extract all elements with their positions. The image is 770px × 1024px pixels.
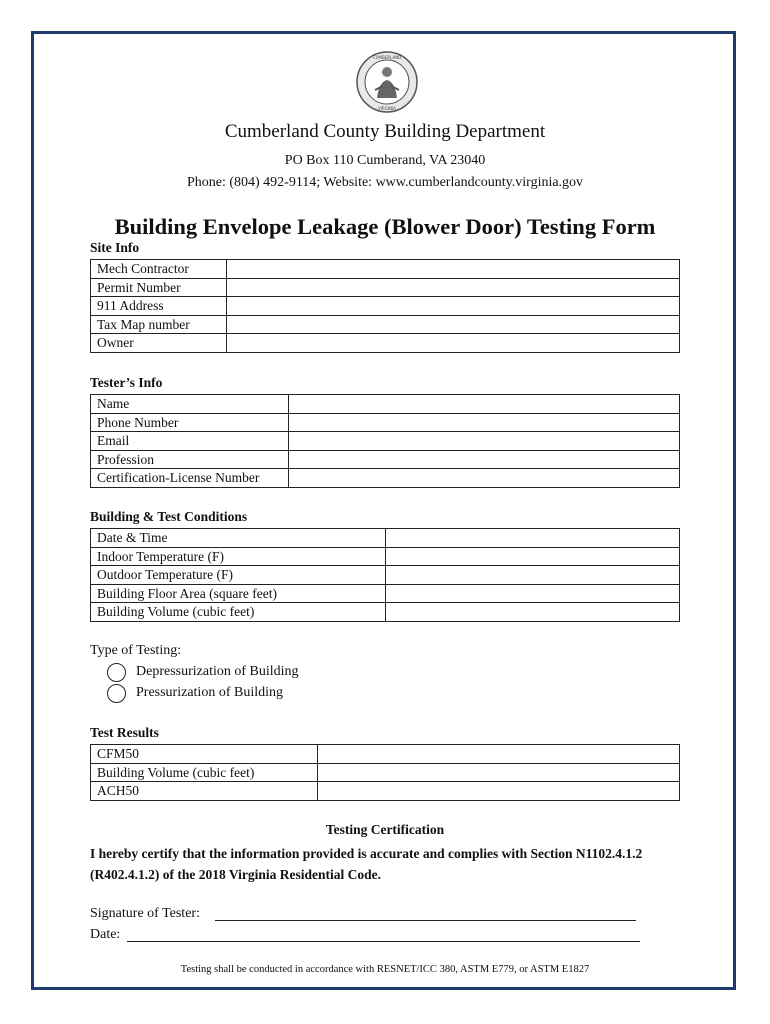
site-info-heading: Site Info <box>90 240 140 255</box>
date-field[interactable] <box>127 941 640 942</box>
mech-contractor-field[interactable] <box>227 260 680 279</box>
date-time-field[interactable] <box>386 529 680 548</box>
site-info-table <box>90 259 680 353</box>
field-label: Name <box>91 395 289 414</box>
testing-type-label: Type of Testing: <box>90 643 182 658</box>
table-row <box>91 566 680 585</box>
date-label: Date: <box>90 927 121 942</box>
field-label: Indoor Temperature (F) <box>91 547 386 566</box>
permit-number-field[interactable] <box>227 278 680 297</box>
county-seal-icon <box>355 50 419 114</box>
field-label: Phone Number <box>91 413 289 432</box>
depressurization-label: Depressurization of Building <box>136 664 299 679</box>
field-label: ACH50 <box>91 782 318 801</box>
field-label: Tax Map number <box>91 315 227 334</box>
signature-label: Signature of Tester: <box>90 906 200 921</box>
owner-field[interactable] <box>227 334 680 353</box>
table-row <box>91 432 680 451</box>
table-row <box>91 547 680 566</box>
results-heading: Test Results <box>90 725 159 740</box>
table-row <box>91 334 680 353</box>
table-row <box>91 413 680 432</box>
results-table <box>90 744 680 801</box>
tester-license-field[interactable] <box>289 469 680 488</box>
results-volume-field[interactable] <box>318 763 680 782</box>
tester-name-field[interactable] <box>289 395 680 414</box>
conditions-table <box>90 528 680 622</box>
field-label: Permit Number <box>91 278 227 297</box>
certification-heading: Testing Certification <box>325 822 445 837</box>
table-row <box>91 395 680 414</box>
indoor-temp-field[interactable] <box>386 547 680 566</box>
ach50-field[interactable] <box>318 782 680 801</box>
pressurization-radio[interactable] <box>107 684 126 703</box>
tester-info-heading: Tester’s Info <box>90 375 163 390</box>
pressurization-label: Pressurization of Building <box>136 685 283 700</box>
department-contact: Phone: (804) 492-9114; Website: www.cumberlandcounty.virginia.gov <box>186 175 584 190</box>
cfm50-field[interactable] <box>318 745 680 764</box>
table-row <box>91 745 680 764</box>
signature-field[interactable] <box>215 920 636 921</box>
department-address: PO Box 110 Cumberand, VA 23040 <box>284 153 486 168</box>
footer-note: Testing shall be conducted in accordance with RESNET/ICC 380, ASTM E779, or ASTM E1827 <box>180 964 590 975</box>
field-label: Certification-License Number <box>91 469 289 488</box>
field-label: 911 Address <box>91 297 227 316</box>
table-row <box>91 603 680 622</box>
form-title: Building Envelope Leakage (Blower Door) Testing Form <box>114 214 656 239</box>
table-row <box>91 469 680 488</box>
table-row <box>91 278 680 297</box>
table-row <box>91 763 680 782</box>
table-row <box>91 315 680 334</box>
floor-area-field[interactable] <box>386 584 680 603</box>
field-label: Profession <box>91 450 289 469</box>
svg-text:CUMBERLAND: CUMBERLAND <box>372 55 402 60</box>
depressurization-radio[interactable] <box>107 663 126 682</box>
field-label: CFM50 <box>91 745 318 764</box>
tester-profession-field[interactable] <box>289 450 680 469</box>
field-label: Building Volume (cubic feet) <box>91 763 318 782</box>
field-label: Email <box>91 432 289 451</box>
field-label: Date & Time <box>91 529 386 548</box>
table-row <box>91 584 680 603</box>
table-row <box>91 450 680 469</box>
tester-info-table <box>90 394 680 488</box>
tester-email-field[interactable] <box>289 432 680 451</box>
field-label: Building Floor Area (square feet) <box>91 584 386 603</box>
table-row <box>91 529 680 548</box>
field-label: Owner <box>91 334 227 353</box>
tester-phone-field[interactable] <box>289 413 680 432</box>
address-field[interactable] <box>227 297 680 316</box>
tax-map-field[interactable] <box>227 315 680 334</box>
table-row <box>91 782 680 801</box>
table-row <box>91 297 680 316</box>
building-volume-field[interactable] <box>386 603 680 622</box>
conditions-heading: Building & Test Conditions <box>90 509 248 524</box>
field-label: Building Volume (cubic feet) <box>91 603 386 622</box>
outdoor-temp-field[interactable] <box>386 566 680 585</box>
field-label: Mech Contractor <box>91 260 227 279</box>
field-label: Outdoor Temperature (F) <box>91 566 386 585</box>
department-name: Cumberland County Building Department <box>224 121 546 142</box>
certification-statement: I hereby certify that the information provided is accurate and complies with Section N1102.4.1.2 (R402.4.1.2) of the 2018 Virginia Residential Code. <box>90 846 643 882</box>
table-row <box>91 260 680 279</box>
svg-text:VIRGINIA: VIRGINIA <box>378 106 396 111</box>
